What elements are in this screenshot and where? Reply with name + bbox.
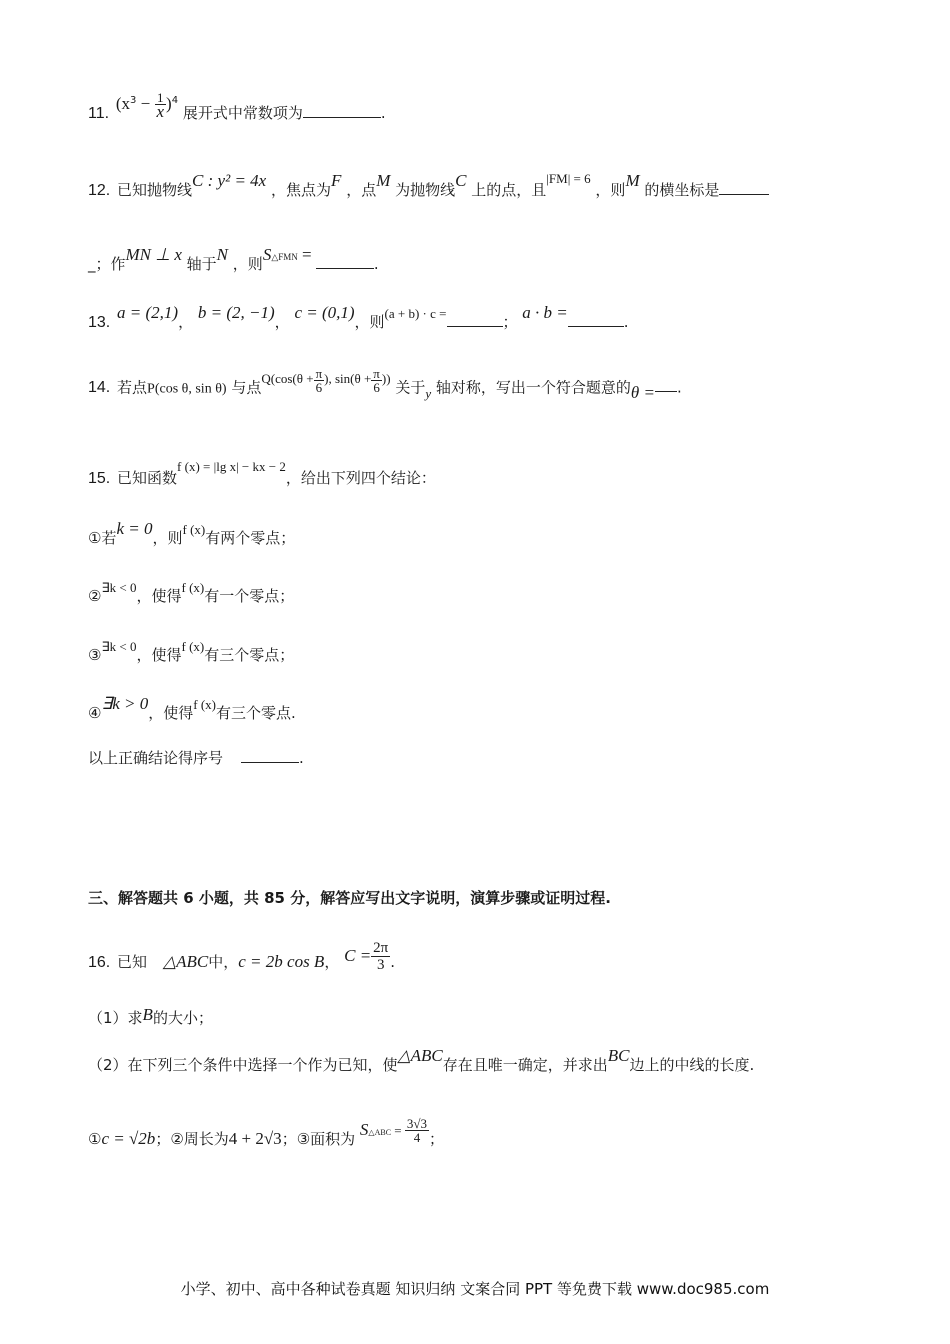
q15-item-3: ③∃k < 0，使得f (x)有三个零点； xyxy=(88,639,295,664)
q12-blank-1 xyxy=(719,180,769,195)
q15-item-1: ①若k = 0，则f (x)有两个零点； xyxy=(88,519,296,547)
q15-item-4: ④∃k > 0，使得f (x)有三个零点. xyxy=(88,694,296,722)
q12-blank-2 xyxy=(316,254,374,269)
q13-blank-1 xyxy=(447,312,503,327)
q15-item-2: ②∃k < 0，使得f (x)有一个零点； xyxy=(88,580,295,605)
q11-number: 11. xyxy=(88,105,110,122)
q11-answer-blank xyxy=(303,103,381,118)
q11-expression: ($x^3$ − $\frac{1}{x}$ )$^4$ xyxy=(115,90,179,121)
question-11: 11. ($x^3$ − $\frac{1}{x}$ )$^4$ 展开式中常数项为 . xyxy=(88,90,386,122)
q16-number: 16. xyxy=(88,954,111,971)
q15-blank xyxy=(241,748,299,763)
q14-number: 14. xyxy=(88,379,111,397)
question-15: 15. 已知函数f (x) = |lg x| − kx − 2，给出下列四个结论： xyxy=(88,459,436,487)
question-13: 13. a = (2,1)， b = (2, −1)， c = (0,1)，则(a + b) · c = ； a · b = . xyxy=(88,303,629,331)
q14-blank xyxy=(655,381,677,392)
question-12: 12. 已知抛物线C : y² = 4x ，焦点为F ，点M 为抛物线C 上的点，且|FM| = 6 ，则M 的横坐标是 xyxy=(88,180,769,201)
q16-part-2: （2）在下列三个条件中选择一个作为已知，使△ABC存在且唯一确定，并求出BC边上的中线的长度. xyxy=(88,1046,755,1074)
q16-options: ①c = √2b；②周长为4 + 2√3；③面积为 S△ABC = $\frac{3√3}{4}$ ； xyxy=(88,1116,445,1148)
q15-conclusion: 以上正确结论得序号 . xyxy=(88,749,304,767)
question-12-line-2: _；作MN ⊥ x 轴于N ，则S△FMN = . xyxy=(88,245,379,273)
q12-number: 12. xyxy=(88,182,111,199)
q16-part-1: （1）求B的大小； xyxy=(88,1005,213,1027)
question-14: 14. 若点P(cos θ, sin θ) 与点Q(cos(θ + $\frac{\pi}{6}$ ), sin(θ + $\frac{\pi}{6}$ )) 关于y 轴对称，写出一个符合题意的θ = . xyxy=(88,366,682,403)
q15-number: 15. xyxy=(88,470,111,487)
question-16: 16. 已知 △ABC中，c = 2b cos B， C = $\frac{2\pi}{3}$ . xyxy=(88,940,396,973)
q13-number: 13. xyxy=(88,314,111,331)
q13-blank-2 xyxy=(568,312,624,327)
section-3-heading: 三、解答题共 6 小题，共 85 分，解答应写出文字说明，演算步骤或证明过程. xyxy=(88,889,611,907)
footer-download-notice: 小学、初中、高中各种试卷真题 知识归纳 文案合同 PPT 等免费下载 www.doc985.com xyxy=(180,1280,770,1298)
